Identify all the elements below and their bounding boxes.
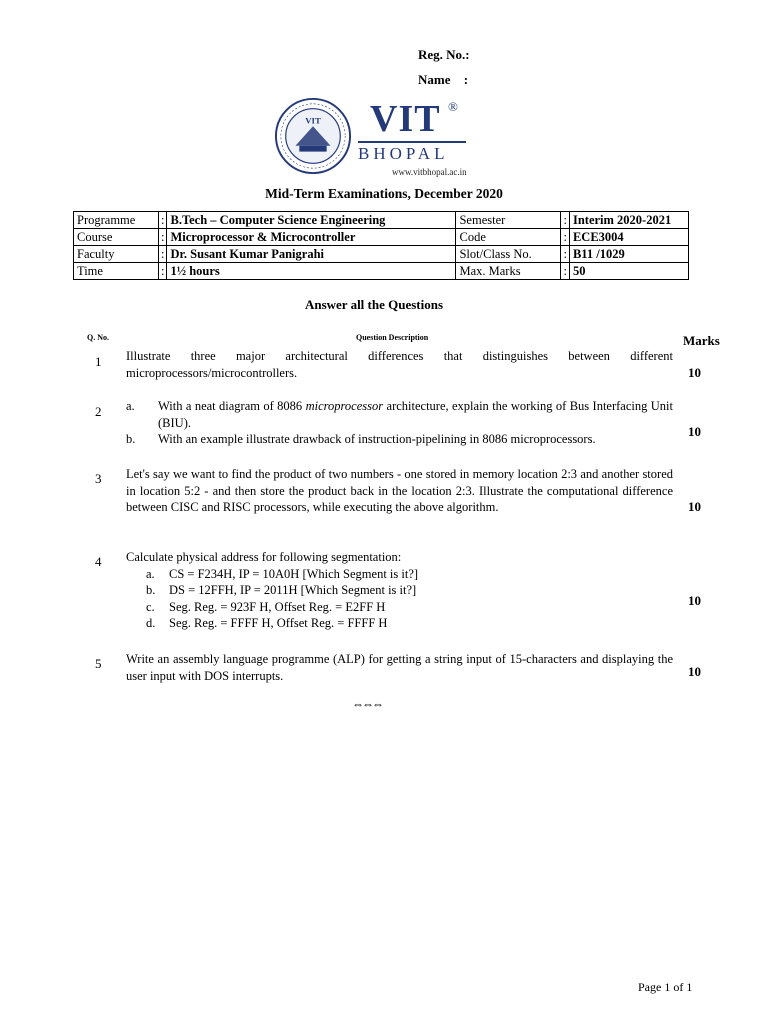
question-marks: 10 [688, 593, 701, 608]
sub-question-letter: b. [126, 432, 136, 446]
info-label: Time [74, 263, 159, 280]
info-value: ECE3004 [569, 229, 688, 246]
question-number: 2 [95, 404, 102, 419]
info-value: Interim 2020-2021 [569, 212, 688, 229]
vit-bhopal-logo [272, 97, 482, 183]
info-value: Dr. Susant Kumar Panigrahi [167, 246, 456, 263]
name-colon: : [463, 72, 469, 87]
info-value: B.Tech – Computer Science Engineering [167, 212, 456, 229]
info-value: B11 /1029 [569, 246, 688, 263]
column-header-marks: Marks [683, 333, 720, 348]
sub-question: a. CS = F234H, IP = 10A0H [Which Segment is it?] [146, 566, 419, 581]
name-label-row [418, 72, 468, 88]
info-label: Max. Marks [456, 263, 561, 280]
name-label: Name [418, 72, 451, 87]
info-value: Microprocessor & Microcontroller [167, 229, 456, 246]
question-number: 5 [95, 656, 102, 671]
registered-mark: ® [448, 99, 458, 114]
page-number: Page 1 of 1 [638, 980, 693, 994]
question-text: Calculate physical address for following segmentation: a. CS = F234H, IP = 10A0H [Which Segment is it?] b. DS = 12FFH, IP = 2011H [Which Segment is it?] c. Seg. Reg. = 923F H, Offset Reg. = E2FF H d. Seg. Reg. = FFFF H, Offset Reg. = FFFF H [126, 549, 673, 632]
info-label: Slot/Class No. [456, 246, 561, 263]
institute-seal-icon [274, 97, 352, 175]
brand-name: VIT [370, 98, 441, 140]
website-text: www.vitbhopal.ac.in [392, 167, 467, 177]
question-marks: 10 [688, 424, 701, 439]
sub-question: b. DS = 12FFH, IP = 2011H [Which Segment is it?] [146, 583, 417, 597]
sub-question: c. Seg. Reg. = 923F H, Offset Reg. = E2FF H [146, 599, 386, 614]
info-label: Course [74, 229, 159, 246]
question-number: 1 [95, 354, 102, 369]
question-marks: 10 [688, 664, 701, 679]
reg-no-label: Reg. No.: [418, 47, 470, 62]
sub-question: b. With an example illustrate drawback of instruction-pipelining in 8086 microprocessors. [126, 432, 596, 446]
sub-question: a. With a neat diagram of 8086 microprocessor architecture, explain the working of Bus Interfacing Unit (BIU). [126, 399, 673, 430]
column-header-description: Question Description [356, 333, 429, 342]
question-text: Let's say we want to find the product of two numbers - one stored in memory location 2:3 and another stored in location 5:2 - and then store the product back in the location 2:3. Illustrate the computational difference between CISC and RISC processors, while executing the above algorithm. [126, 467, 673, 514]
question-text [126, 398, 673, 448]
table-row: Time : 1½ hours Max. Marks : 50 [74, 263, 689, 280]
exam-title: Mid-Term Examinations, December 2020 [265, 186, 503, 201]
column-header-qno: Q. No. [87, 333, 109, 342]
question-marks: 10 [688, 365, 701, 380]
info-value: 1½ hours [167, 263, 456, 280]
sub-question-letter: a. [126, 399, 135, 413]
table-row: Course : Microprocessor & Microcontroller Code : ECE3004 [74, 229, 689, 246]
logo-divider [358, 141, 466, 143]
table-row: Programme : B.Tech – Computer Science Engineering Semester : Interim 2020-2021 [74, 212, 689, 229]
sub-question: d. Seg. Reg. = FFFF H, Offset Reg. = FFFF H [146, 616, 388, 630]
question-number: 3 [95, 471, 102, 486]
question-text: Write an assembly language programme (ALP) for getting a string input of 15-characters and displaying the user input with DOS interrupts. [126, 652, 673, 683]
info-label: Faculty [74, 246, 159, 263]
question-text: Illustrate three major architectural differences that distinguishes between different microprocessors/microcontrollers. [126, 349, 673, 380]
table-row: Faculty : Dr. Susant Kumar Panigrahi Slot/Class No. : B11 /1029 [74, 246, 689, 263]
info-value: 50 [569, 263, 688, 280]
exam-info-table [73, 211, 689, 280]
info-label: Semester [456, 212, 561, 229]
instruction: Answer all the Questions [304, 297, 444, 312]
question-number: 4 [95, 554, 102, 569]
brand-city: BHOPAL [358, 144, 449, 163]
info-label: Programme [74, 212, 159, 229]
info-label: Code [456, 229, 561, 246]
question-marks: 10 [688, 499, 701, 514]
seal-text: VIT [305, 115, 321, 126]
end-of-paper-mark: ⇔⇔⇔ [352, 697, 382, 711]
